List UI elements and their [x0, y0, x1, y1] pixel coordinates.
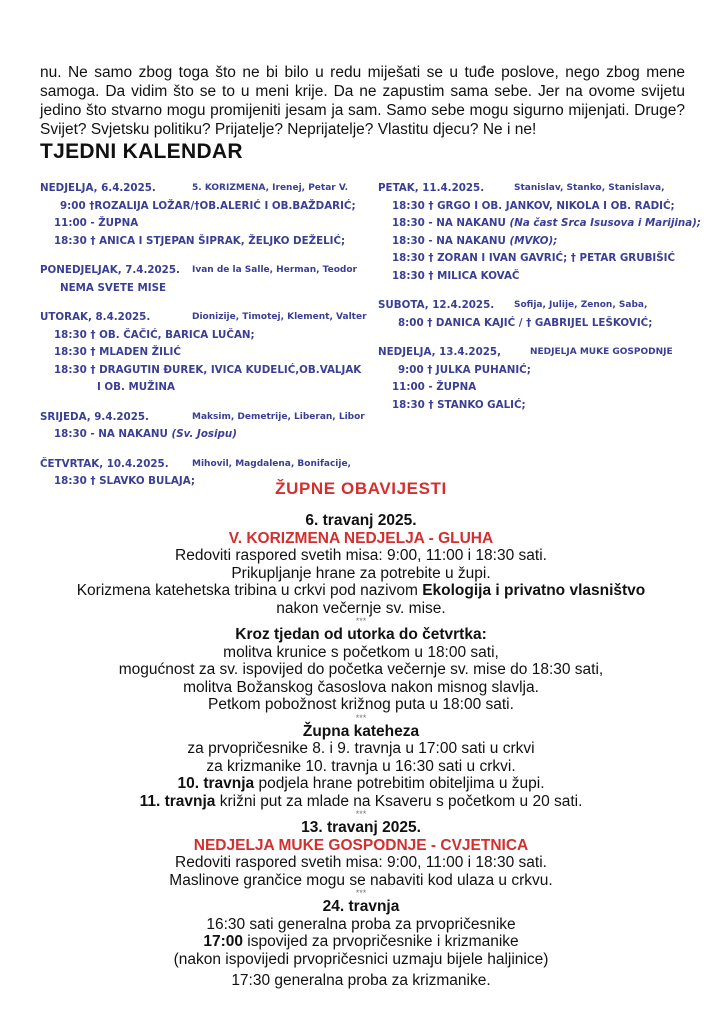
- calendar-day: [40, 262, 370, 297]
- mass-line: [378, 233, 698, 251]
- separator: ***: [355, 712, 367, 723]
- notice-heading: Župna kateheza: [302, 722, 420, 740]
- notice-sunday-name: NEDJELJA MUKE GOSPODNJE - CVJETNICA: [193, 836, 529, 854]
- separator: ***: [355, 616, 367, 626]
- calendar-day: [378, 344, 698, 414]
- mass-line: 18:30 † ZORAN I IVAN GAVRIĆ; † PETAR GRUBIŠIĆ: [392, 252, 676, 264]
- notice-line: Redoviti raspored svetih misa: 9:00, 11:00 i 18:30 sati.: [175, 854, 547, 871]
- day-date: PETAK, 11.4.2025.: [378, 182, 485, 194]
- day-saints: Sofija, Julije, Zenon, Saba,: [514, 300, 648, 310]
- notice-line: Redoviti raspored svetih misa: 9:00, 11:00 i 18:30 sati.: [175, 547, 547, 564]
- notice-line: nakon večernje sv. mise.: [276, 599, 446, 617]
- mass-line: 11:00 - ŽUPNA: [54, 217, 139, 229]
- mass-line: [378, 215, 701, 233]
- notice-time-bold: 17:00: [203, 933, 243, 950]
- day-saints: Mihovil, Magdalena, Bonifacije,: [192, 458, 351, 469]
- day-date: SUBOTA, 12.4.2025.: [378, 299, 495, 311]
- notice-line: 17:30 generalna proba za krizmanike.: [231, 972, 491, 989]
- calendar-title: TJEDNI KALENDAR: [40, 140, 243, 163]
- day-saints: Stanislav, Stanko, Stanislava,: [514, 183, 665, 193]
- notice-line: Maslinove grančice mogu se nabaviti kod ulaza u crkvu.: [169, 871, 553, 889]
- mass-line: 18:30 † STANKO GALIĆ;: [392, 398, 526, 411]
- notice-text: podjela hrane potrebitim obiteljima u župi.: [254, 775, 545, 792]
- mass-text: 18:30 - NA NAKANU: [392, 234, 510, 247]
- notice-date-bold: 11. travnja: [139, 792, 216, 810]
- day-date: SRIJEDA, 9.4.2025.: [40, 410, 149, 423]
- mass-line: 18:30 † MLADEN ŽILIĆ: [54, 346, 181, 358]
- notice-line: [0, 793, 722, 811]
- notice-line: [0, 582, 722, 600]
- day-saints: Ivan de la Salle, Herman, Teodor: [192, 265, 357, 275]
- mass-line: [40, 426, 370, 444]
- mass-line: 18:30 † OB. ČAČIĆ, BARICA LUČAN;: [54, 328, 255, 341]
- day-date: UTORAK, 8.4.2025.: [40, 311, 151, 323]
- notice-sunday-name: V. KORIZMENA NEDJELJA - GLUHA: [228, 529, 494, 547]
- mass-intention: (Sv. Josipu): [171, 428, 237, 440]
- notice-text: križni put za mlade na Ksaveru s početkom u 20 sati.: [215, 792, 583, 810]
- notice-line: (nakon ispovijedi prvopričesnici uzmaju bijele haljinice): [173, 950, 549, 968]
- notice-line: za krizmanike 10. travnja u 16:30 sati u crkvi.: [206, 757, 516, 775]
- notice-heading: Kroz tjedan od utorka do četvrtka:: [235, 626, 487, 643]
- mass-intention: (Na čast Srca Isusova i Marijina);: [509, 217, 701, 229]
- mass-intention: (MVKO);: [509, 234, 558, 247]
- notice-date-bold: 10. travnja: [177, 775, 255, 792]
- mass-line: 18:30 † MILICA KOVAČ: [392, 269, 520, 282]
- day-saints: Maksim, Demetrije, Liberan, Libor: [192, 411, 365, 422]
- mass-line: 9:00 † JULKA PUHANIĆ;: [398, 363, 531, 376]
- notice-line: mogućnost za sv. ispovijed do početka večernje sv. mise do 18:30 sati,: [118, 661, 604, 678]
- day-date: NEDJELJA, 13.4.2025,: [378, 346, 501, 358]
- mass-line: 9:00 †ROZALIJA LOŽAR/†OB.ALERIĆ I OB.BAŽDARIĆ;: [60, 199, 356, 212]
- calendar-right-column: [378, 180, 701, 426]
- day-date: PONEDJELJAK, 7.4.2025.: [40, 264, 180, 276]
- calendar-day: [40, 409, 370, 444]
- notice-line: [0, 775, 722, 793]
- calendar-day: [40, 309, 370, 397]
- day-saints: NEDJELJA MUKE GOSPODNJE: [530, 347, 673, 357]
- day-date: ČETVRTAK, 10.4.2025.: [40, 457, 169, 470]
- notices-title: ŽUPNE OBAVIJESTI: [275, 479, 447, 498]
- mass-line: 18:30 † DRAGUTIN ĐUREK, IVICA KUDELIĆ,OB.VALJAK: [54, 363, 362, 376]
- tribune-title: Ekologija i privatno vlasništvo: [422, 582, 646, 599]
- mass-text: 18:30 - NA NAKANU: [54, 428, 172, 440]
- separator: ***: [355, 888, 367, 898]
- calendar-day: [40, 180, 370, 250]
- notice-line: Prikupljanje hrane za potrebite u župi.: [231, 564, 491, 582]
- mass-text: 18:30 - NA NAKANU: [392, 217, 510, 229]
- intro-paragraph: nu. Ne samo zbog toga što ne bi bilo u redu miješati se u tuđe poslove, nego zbog mene samoga. Da vidim što se to u meni krije. Da ne zapustim sama sebe. Jer na ovome svijetu jedino što stvarno mogu promijeniti jesam ja sam. Samo sebe mogu sigurno mijenjati. Druge? Svijet? Svjetsku politiku? Prijatelje? Neprijatelje? Vlastitu djecu? Ne i ne!: [40, 64, 685, 138]
- day-saints: 5. KORIZMENA, Irenej, Petar V.: [192, 183, 349, 193]
- mass-line: NEMA SVETE MISE: [60, 281, 167, 294]
- day-date: NEDJELJA, 6.4.2025.: [40, 182, 156, 194]
- notice-line: molitva krunice s početkom u 18:00 sati,: [223, 643, 499, 661]
- notice-text: Korizmena katehetska tribina u crkvi pod nazivom: [76, 582, 423, 599]
- calendar-day: [378, 297, 698, 332]
- mass-line: 18:30 † SLAVKO BULAJA;: [54, 475, 196, 487]
- mass-line: 18:30 † GRGO I OB. JANKOV, NIKOLA I OB. RADIĆ;: [392, 199, 675, 212]
- calendar-day: [378, 180, 701, 285]
- notice-line: [0, 933, 722, 951]
- notice-line: Petkom pobožnost križnog puta u 18:00 sati.: [208, 696, 514, 713]
- mass-line: 18:30 † ANICA I STJEPAN ŠIPRAK, ŽELJKO DEŽELIĆ;: [54, 234, 346, 247]
- mass-line: 11:00 - ŽUPNA: [392, 381, 477, 393]
- parish-notices: [0, 480, 722, 990]
- notice-line: molitva Božanskog časoslova nakon misnog slavlja.: [183, 678, 539, 696]
- notice-date: 24. travnja: [322, 898, 400, 915]
- day-saints: Dionizije, Timotej, Klement, Valter: [192, 312, 367, 322]
- notice-line: 16:30 sati generalna proba za prvopričesnike: [206, 915, 516, 933]
- notice-text: ispovijed za prvopričesnike i krizmanike: [242, 933, 519, 950]
- calendar-left-column: [40, 180, 370, 503]
- notice-line: za prvopričesnike 8. i 9. travnja u 17:00 sati u crkvi: [187, 740, 535, 757]
- notice-date: 6. travanj 2025.: [305, 512, 417, 529]
- separator: ***: [355, 809, 367, 819]
- mass-line: I OB. MUŽINA: [97, 381, 176, 393]
- notice-date: 13. travanj 2025.: [301, 819, 421, 836]
- mass-line: 8:00 † DANICA KAJIĆ / † GABRIJEL LEŠKOVIĆ;: [398, 316, 653, 329]
